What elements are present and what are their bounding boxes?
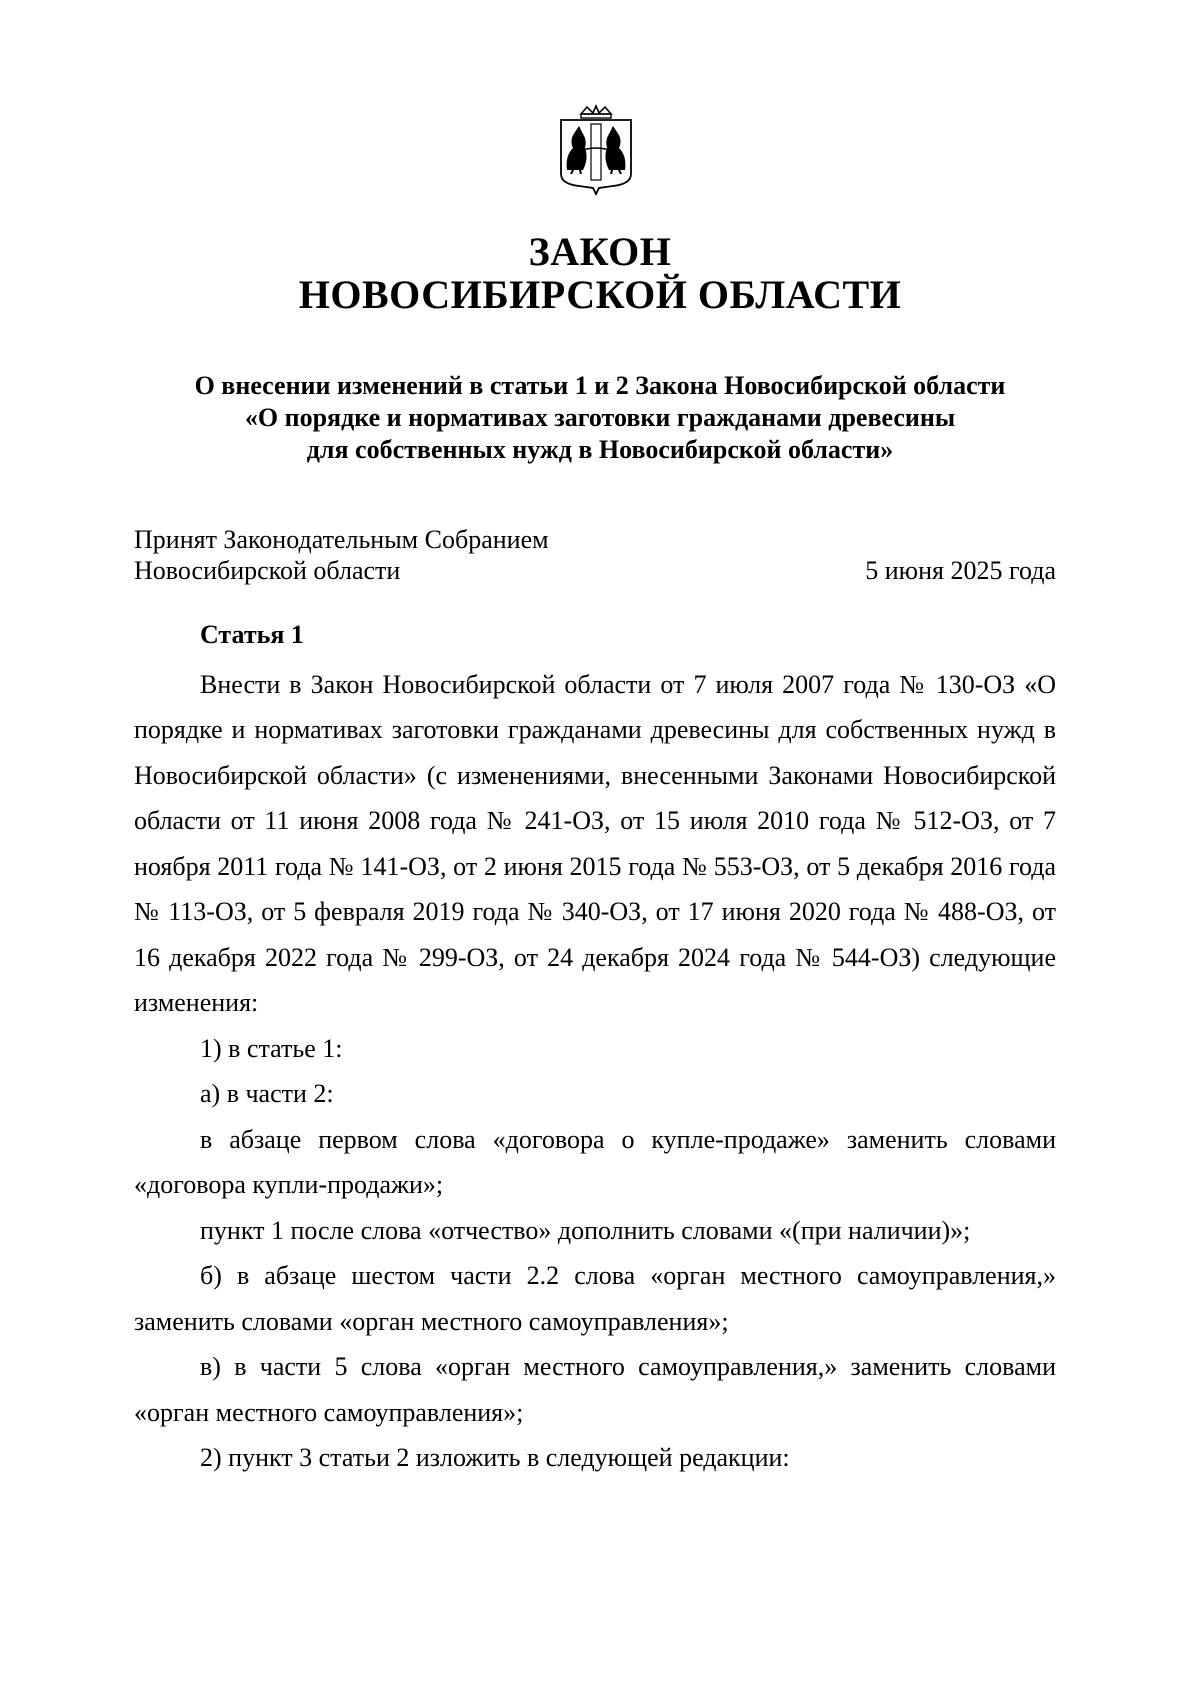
subtitle-line2: «О порядке и нормативах заготовки гражданами древесины bbox=[244, 403, 956, 432]
novosibirsk-coat-of-arms-icon bbox=[557, 104, 635, 196]
article-body bbox=[134, 612, 1056, 1481]
adoption-line2: Новосибирской области bbox=[134, 556, 401, 585]
article-paragraph: пункт 1 после слова «отчество» дополнить словами «(при наличии)»; bbox=[200, 1215, 971, 1245]
law-subtitle bbox=[0, 370, 1200, 466]
article-paragraph: 2) пункт 3 статьи 2 изложить в следующей редакции: bbox=[200, 1443, 790, 1472]
article-paragraph: в) в части 5 слова «орган местного самоуправления,» заменить словами «орган местного самоуправления»; bbox=[134, 1352, 1056, 1427]
article-paragraph: Внести в Закон Новосибирской области от 7 июля 2007 года № 130-ОЗ «О порядке и нормативах заготовки гражданами древесины для собственных нужд в Новосибирской области» (с изменениями, внесенными Законами Новосибирской области от 11 июня 2008 года № 241-ОЗ, от 15 июля 2010 года № 512-ОЗ, от 7 ноября 2011 года № 141-ОЗ, от 2 июня 2015 года № 553-ОЗ, от 5 декабря 2016 года № 113-ОЗ, от 5 февраля 2019 года № 340-ОЗ, от 17 июня 2020 года № 488-ОЗ, от 16 декабря 2022 года № 299-ОЗ, от 24 декабря 2024 года № 544-ОЗ) следующие изменения: bbox=[134, 669, 1056, 1017]
article-paragraph: б) в абзаце шестом части 2.2 слова «орган местного самоуправления,» заменить словами «орган местного самоуправления»; bbox=[134, 1261, 1056, 1336]
article-paragraph: а) в части 2: bbox=[200, 1079, 334, 1108]
subtitle-line1: О внесении изменений в статьи 1 и 2 Закона Новосибирской области bbox=[194, 371, 1006, 400]
article-paragraph: в абзаце первом слова «договора о купле-продаже» заменить словами «договора купли-продажи»; bbox=[134, 1124, 1056, 1199]
adoption-line1: Принят Законодательным Собранием bbox=[134, 525, 549, 554]
article-heading: Статья 1 bbox=[200, 620, 304, 649]
adoption-date: 5 июня 2025 года bbox=[865, 556, 1056, 585]
subtitle-line3: для собственных нужд в Новосибирской области» bbox=[306, 435, 894, 464]
law-title-line2: НОВОСИБИРСКОЙ ОБЛАСТИ bbox=[298, 272, 902, 317]
article-paragraph: 1) в статье 1: bbox=[200, 1033, 343, 1063]
law-title-line1: ЗАКОН bbox=[528, 229, 672, 274]
adoption-statement bbox=[134, 524, 549, 586]
